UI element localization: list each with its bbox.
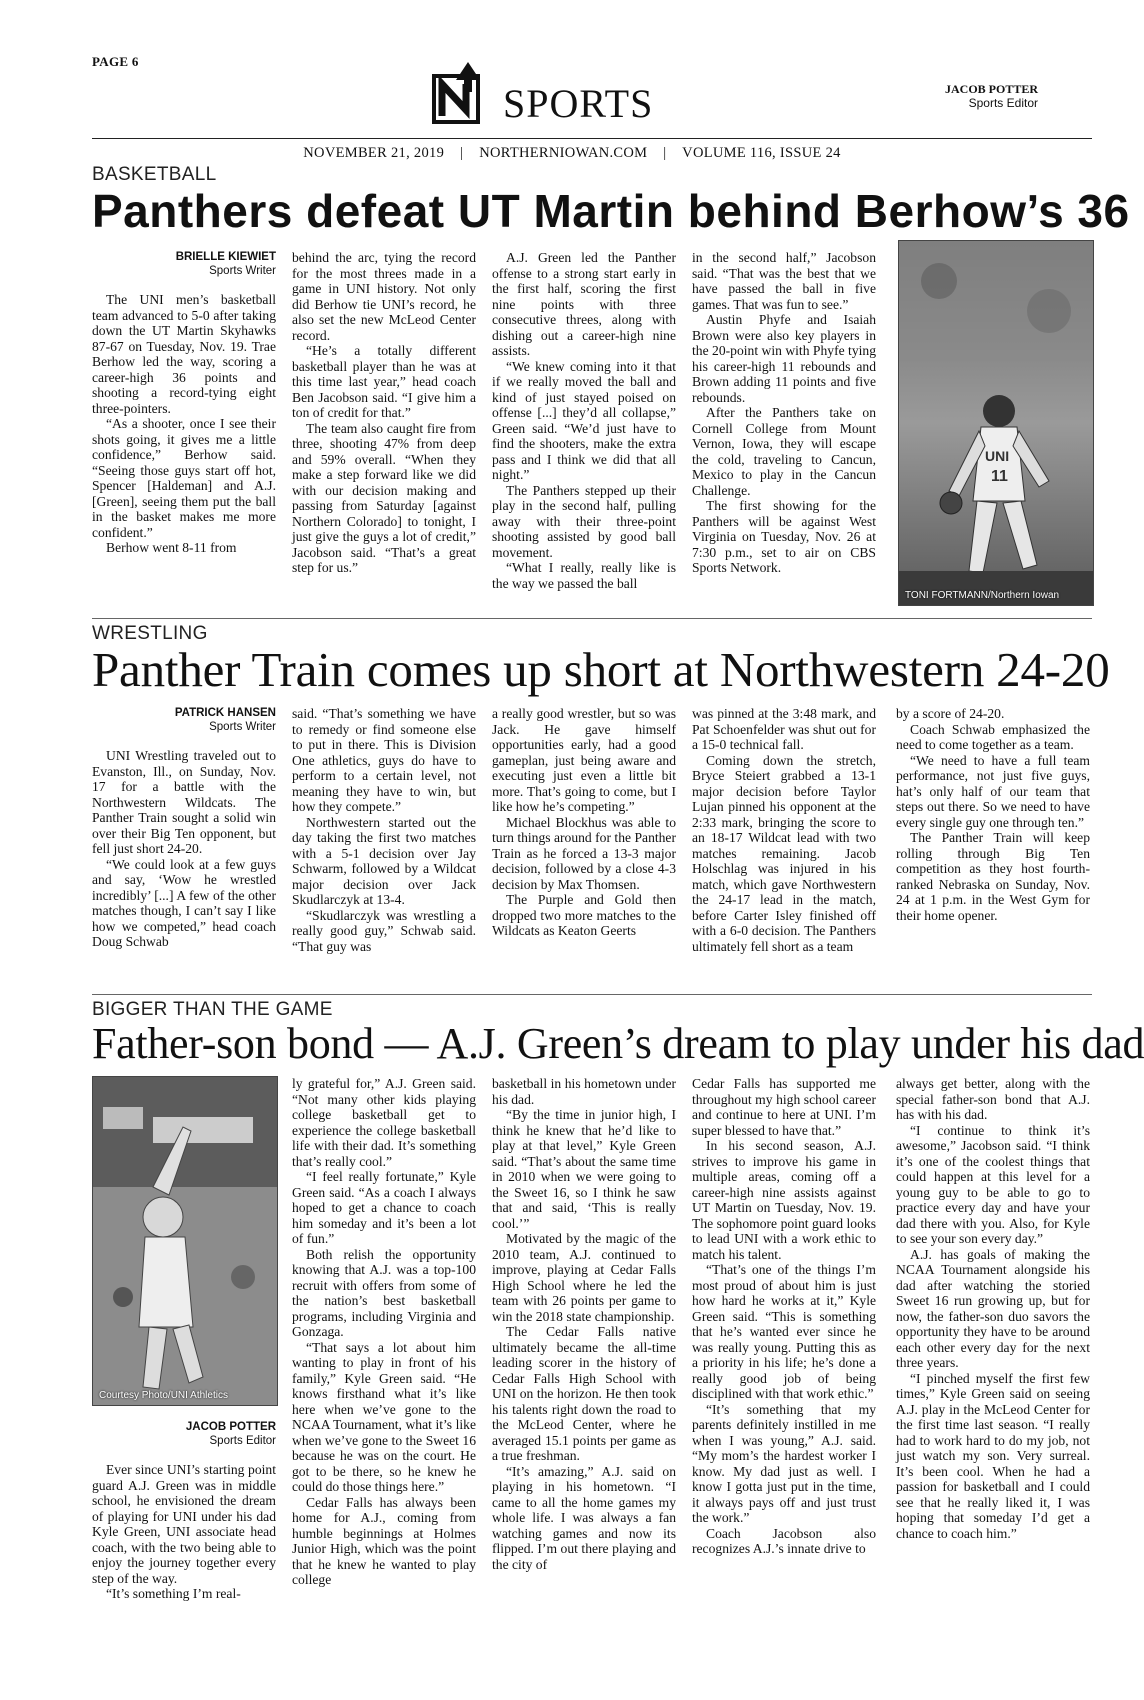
article1-kicker: BASKETBALL [92,164,217,185]
article3-headline: Father-son bond — A.J. Green’s dream to play under his dad [92,1019,1144,1068]
section-divider [92,618,1092,619]
paragraph: “As a shooter, once I see their shots going, it gives me a little confidence,” Berhow said. “Seeing those guys start off hot, Spencer [Haldeman] and A.J. [Green], seeing them put the ball in the basket makes me more confident.” [92,416,276,540]
article2-column [492,706,676,939]
website: NORTHERNIOWAN.COM [479,145,648,161]
article1-column [292,250,476,576]
paragraph: “We knew coming into it that if we really moved the ball and kind of just stayed poised on offense [...] they’d all collapse,” Green said. “We’d just have to find the shooters, make the extra pass and I think we did that all night.” [492,358,676,482]
paragraph: The Purple and Gold then dropped two more matches to the Wildcats as Keaton Geerts [492,892,676,938]
svg-text:UNI: UNI [985,448,1010,464]
volume-issue: VOLUME 116, ISSUE 24 [682,145,841,161]
paragraph: Austin Phyfe and Isaiah Brown were also key players in the 20-point win with Phyfe tying his career-high 11 rebounds and Brown adding 11 points and five rebounds. [692,312,876,405]
paragraph: Berhow went 8-11 from [106,540,237,555]
paragraph: The first showing for the Panthers will be against West Virginia on Tuesday, Nov. 26 at 7:30 p.m., set to air on CBS Sports Network. [692,498,876,575]
article2-byline [92,706,276,734]
paragraph: “That’s one of the things I’m most proud of about him is just how hard he works at it,” Kyle Green said. “This is something that he’s wanted ever since he was really young. Putting this as a priority in his life; he’s done a really good job of being disciplined with that work ethic.” [692,1262,876,1401]
byline-role: Sports Writer [209,721,276,733]
byline-role: Sports Editor [209,1435,276,1447]
section-title: SPORTS [503,81,654,126]
northern-iowan-logo-icon [432,58,488,124]
paragraph: UNI Wrestling traveled out to Evanston, Ill., on Sunday, Nov. 17 for a battle with the Northwestern Wildcats. The Panther Train sought a solid win over their Big Ten opponent, but fell just short 24-20. [92,748,276,856]
paragraph: Coach Jacobson also recognizes A.J.’s innate drive to [692,1525,876,1556]
paragraph: “He’s a totally different basketball player than he was at this time last year,” head coach Ben Jacobson said. “I give him a ton of credit for that.” [292,343,476,420]
paragraph: Coach Schwab emphasized the need to come together as a team. [896,721,1090,752]
header-rule [92,138,1092,139]
paragraph: behind the arc, tying the record for the most threes made in a game in UNI history. Not only did Berhow tie UNI’s record, he also set the new McLeod Center record. [292,250,476,343]
basketball-player-image [899,241,1093,605]
section-divider [92,994,1092,995]
page-number: PAGE 6 [92,54,139,69]
paragraph: The Panther Train will keep rolling through Big Ten competition as they host fourth-ranked Nebraska on Sunday, Nov. 24 at 1 p.m. in the West Gym for their home opener. [896,830,1090,923]
article2-column [92,706,276,950]
article2-headline: Panther Train comes up short at Northwestern 24-20 [92,642,1110,697]
issue-date: NOVEMBER 21, 2019 [303,145,445,161]
svg-text:11: 11 [991,468,1008,485]
article1-column [92,250,276,556]
article1-byline [92,250,276,278]
paragraph: Michael Blockhus was able to turn things around for the Panther Train as he forced a 13-3 major decision, followed by a close 4-3 decision by Max Thomsen. [492,814,676,892]
byline-name: JACOB POTTER [185,1421,276,1433]
paragraph: The Panthers stepped up their play in the second half, pulling away with their three-point shooting assisted by good ball movement. [492,482,676,560]
paragraph: Motivated by the magic of the 2010 team, A.J. continued to improve, playing at Cedar Falls High School where he led the team with 26 points per game to win the 2018 state championship. [492,1231,676,1324]
paragraph: Both relish the opportunity knowing that A.J. was a top-100 recruit with offers from some of the nation’s best basketball programs, including Virginia and Gonzaga. [292,1246,476,1339]
article1-headline: Panthers defeat UT Martin behind Berhow’s 36 [92,185,1130,237]
article1-photo [898,240,1094,606]
article1-column [692,250,876,576]
paragraph: “I continue to think it’s awesome,” Jacobson said. “I think it’s one of the coolest things that could happen at this level for a young guy to be able to go to practice every day and have your dad there with you. Also, for Kyle to see your son every day.” [896,1122,1090,1246]
article3-byline [92,1420,276,1448]
article3-photo-credit: Courtesy Photo/UNI Athletics [99,1390,228,1401]
article2-column [292,706,476,954]
paragraph: always get better, along with the special father-son bond that A.J. has with his dad. [896,1076,1090,1122]
paragraph: In his second season, A.J. strives to improve his game in multiple areas, coming off a career-high nine assists against UT Martin on Tuesday, Nov. 19. The sophomore point guard looks to lead UNI with a work ethic to match his talent. [692,1138,876,1262]
article3-column [692,1076,876,1557]
paragraph: “It’s something I’m real- [106,1586,241,1601]
paragraph: Cedar Falls has supported me throughout my high school career and continue to here at UNI. I’m super blessed to have that.” [692,1076,876,1138]
article3-column [292,1076,476,1588]
paragraph: “It’s something that my parents definitely instilled in me when I was young,” A.J. said. “My mom’s the hardest worker I know. My dad just as well. I know I gotta just put in the time, it always pays off and just trust the work.” [692,1401,876,1525]
article2-column [692,706,876,954]
article1-photo-credit: TONI FORTMANN/Northern Iowan [905,590,1060,601]
paragraph: Cedar Falls has always been home for A.J., coming from humble beginnings at Holmes Junior High, which was the point that he knew he wanted to play college [292,1494,476,1587]
paragraph: After the Panthers take on Cornell College from Mount Vernon, Iowa, they will escape the cold, traveling to Cancun, Mexico to play in the Cancun Challenge. [692,405,876,498]
editor-role: Sports Editor [968,96,1038,110]
paragraph: Ever since UNI’s starting point guard A.J. Green was in middle school, he envisioned the dream of playing for UNI under his dad Kyle Green, UNI associate head coach, with the two being able to enjoy the journey together every step of the way. [92,1462,276,1586]
paragraph: The Cedar Falls native ultimately became the all-time leading scorer in the history of Cedar Falls High School with UNI on the horizon. He then took his talents right down the road to the McLeod Center, where he averaged 15.1 points per game as a true freshman. [492,1324,676,1463]
paragraph: “I feel really fortunate,” Kyle Green said. “As a coach I always hoped to get a chance to coach him someday and it’s been a lot of fun.” [292,1169,476,1246]
paragraph: ly grateful for,” A.J. Green said. “Not many other kids playing college basketball get to experience the college basketball life with their dad. It’s something that’s really cool.” [292,1076,476,1169]
article2-kicker: WRESTLING [92,623,208,644]
paragraph: said. “That’s something we have to remedy or find someone else to put in there. This is Division One athletics, guys do have to perform to a certain level, not meaning they have to win, but how they compete.” [292,706,476,814]
paragraph: “It’s amazing,” A.J. said on playing in his hometown. “I came to all the home games my whole life. I was always a fan watching games and now its flipped. I’m out there playing and the city of [492,1463,676,1572]
paragraph: was pinned at the 3:48 mark, and Pat Schoenfelder was shut out for a 15-0 technical fall. [692,706,876,752]
paragraph: by a score of 24-20. [896,706,1005,721]
dateline: NOVEMBER 21, 2019 | NORTHERNIOWAN.COM | VOLUME 116, ISSUE 24 [303,145,841,161]
paragraph: The team also caught fire from three, shooting 47% from deep and 59% overall. “When they make a step forward like we did with our decision making and passing from Saturday [against Northern Colorado] to tonight, I just give the guys a lot of credit,” Jacobson said. “That’s a great step for us.” [292,420,476,575]
editor-name: JACOB POTTER [944,82,1038,96]
basketball-dunk-image [93,1077,277,1405]
paragraph: Coming down the stretch, Bryce Steiert grabbed a 13-1 major decision before Taylor Lujan pinned his opponent at the 2:33 mark, bringing the score to an 18-17 Wildcat lead with two matches remaining. Jacob Holschlag was injured in his match, which gave Northwestern the 24-17 lead in the match, before Carter Isley finished off with a 6-0 decision. The Panthers ultimately fell short as a team [692,752,876,954]
byline-name: PATRICK HANSEN [174,707,276,719]
section-editor [945,82,1038,110]
paragraph: “That says a lot about him wanting to play in front of his family,” Kyle Green said. “He knows firsthand what it’s like here when we’ve gone to the NCAA Tournament, what it’s like when we’ve gone to the Sweet 16 because he was on the court. He got to be there, so he knew he could do those things here.” [292,1339,476,1494]
paragraph: Northwestern started out the day taking the first two matches with a 5-1 decision over Jay Schwarm, followed by a Wildcat major decision over Jack Skudlarczyk at 13-4. [292,814,476,907]
byline-name: BRIELLE KIEWIET [175,251,276,263]
paragraph: “By the time in junior high, I think he knew that he’d like to play at that level,” Kyle Green said. “That’s about the same time in 2010 when we were going to the Sweet 16, so I think he saw that and said, ‘This is really cool.’” [492,1107,676,1231]
paragraph: basketball in his hometown under his dad. [492,1076,676,1107]
paragraph: “What I really, really like is the way we passed the ball [492,560,676,591]
paragraph: The UNI men’s basketball team advanced to 5-0 after taking down the UT Martin Skyhawks 87-67 on Tuesday, Nov. 19. Trae Berhow led the way, scoring a career-high 36 points and shooting a record-tying eight three-pointers. [92,292,276,416]
article3-column [896,1076,1090,1541]
paragraph: “Skudlarczyk was wrestling a really good guy,” Schwab said. “That guy was [292,907,476,954]
paragraph: A.J. has goals of making the NCAA Tournament alongside his dad after watching the storied Sweet 16 run growing up, but for now, the father-son duo savors the opportunity they have to be around each other every day for the next three years. [896,1246,1090,1370]
article3-kicker: BIGGER THAN THE GAME [92,999,333,1020]
paragraph: A.J. Green led the Panther offense to a strong start early in the first half, scoring the first nine points with three consecutive threes, along with dishing out a career-high nine assists. [492,250,676,358]
article2-column [896,706,1090,923]
article3-photo [92,1076,278,1406]
paragraph: a really good wrestler, but so was Jack. He gave himself opportunities early, had a good gameplan, just being aware and executing just even a little bit more. That’s going to come, but I like how he’s competing.” [492,706,676,814]
paragraph: in the second half,” Jacobson said. “That was the best that we have passed the ball in five games. That was fun to see.” [692,250,876,312]
paragraph: “We need to have a full team performance, not just five guys, hat’s only half of our team that steps out there. So we need to have every single guy one through ten.” [896,752,1090,830]
article1-column [492,250,676,591]
paragraph: “We could look at a few guys and say, ‘Wow he wrestled incredibly’ [...] A few of the other matches though, I can’t say I like how we competed,” head coach Doug Schwab [92,856,276,949]
article3-column [92,1420,276,1602]
paragraph: “I pinched myself the first few times,” Kyle Green said on seeing A.J. play in the McLeod Center for the first time last season. “I really had to work hard to do my job, not just watch my son. Very surreal. It’s been cool. When he had a passion for basketball and I could see that he really liked it, I was hoping that someday I’d get a chance to coach him.” [896,1370,1090,1541]
byline-role: Sports Writer [209,265,276,277]
article3-column [492,1076,676,1572]
